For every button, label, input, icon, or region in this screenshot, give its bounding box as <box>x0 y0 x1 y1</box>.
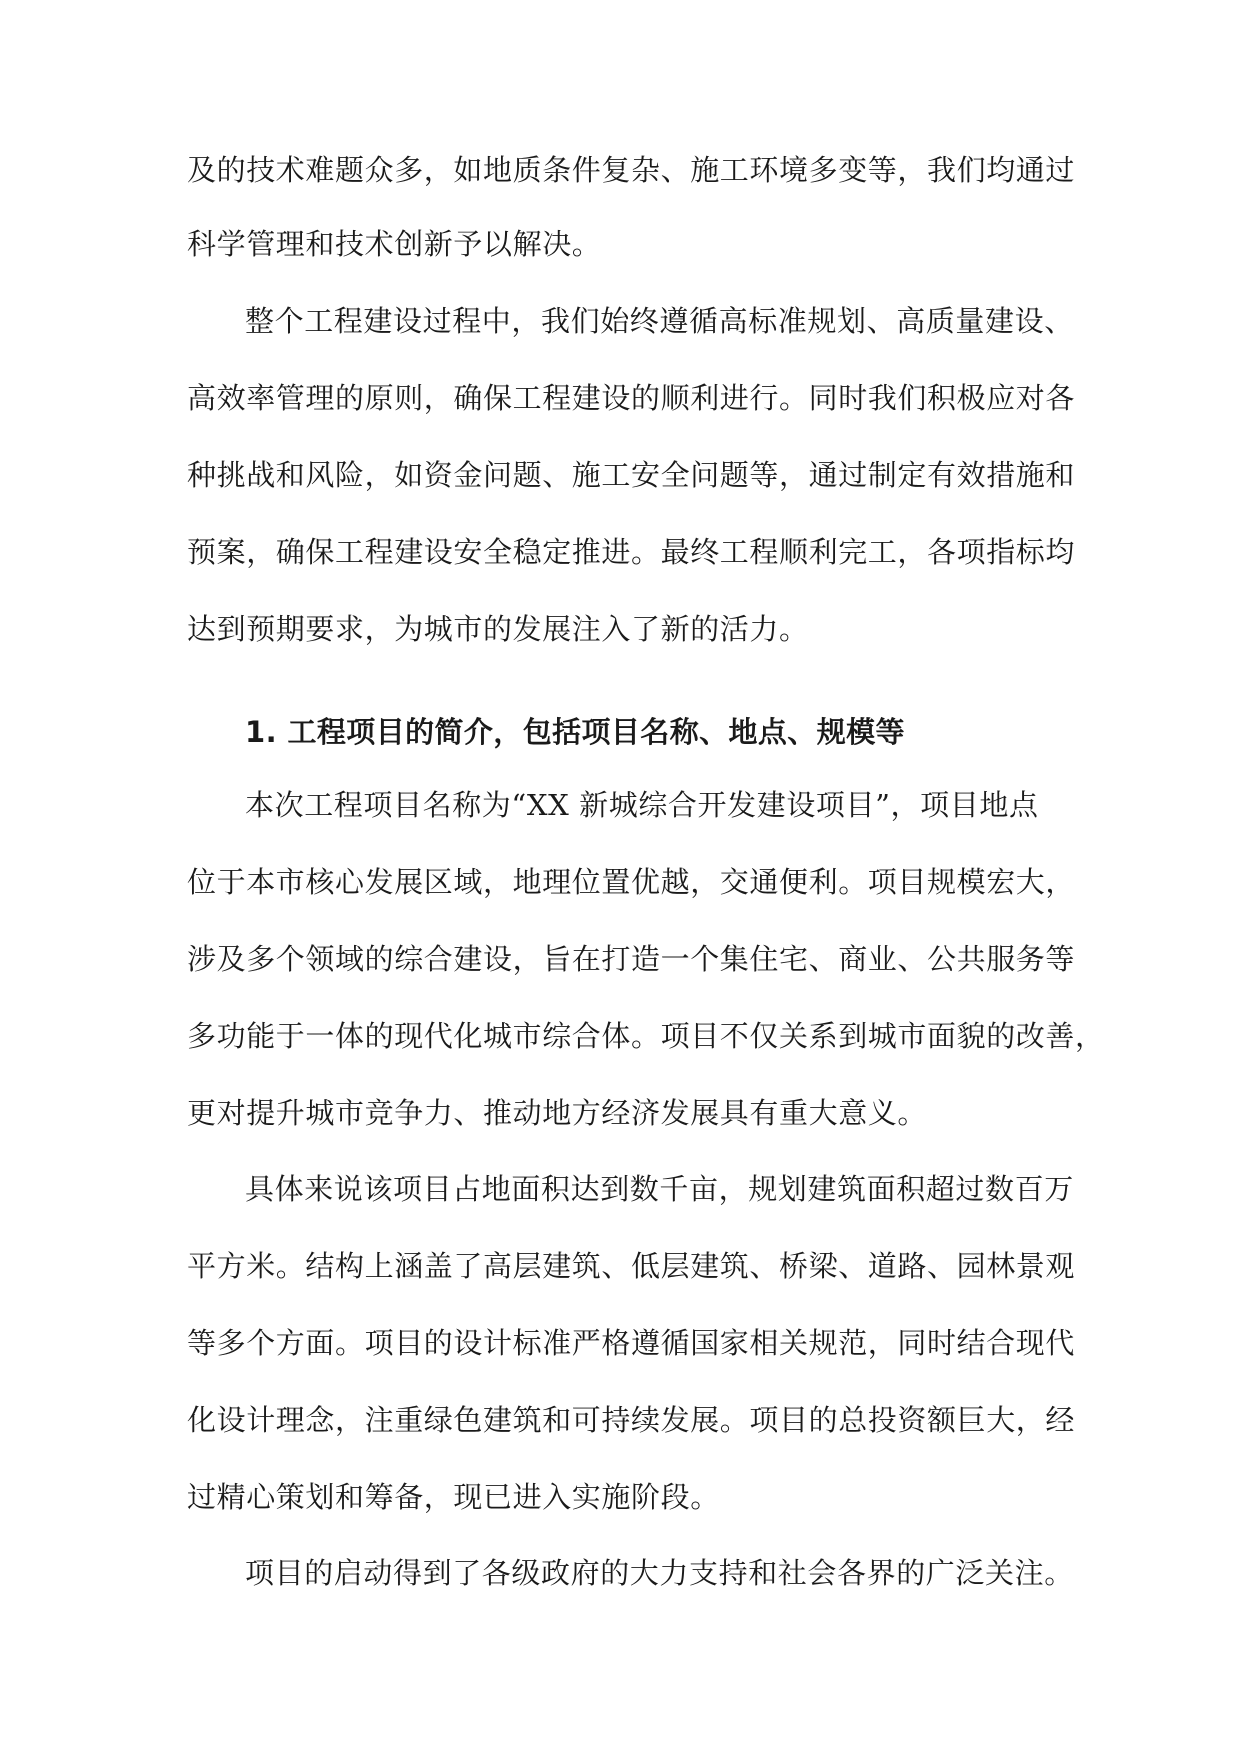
paragraph-first-line: 具体来说该项目占地面积达到数千亩，规划建筑面积超过数百万 <box>245 1172 1074 1206</box>
paragraph-line: 科学管理和技术创新予以解决。 <box>187 227 602 261</box>
paragraph-line: 过精心策划和筹备，现已进入实施阶段。 <box>187 1480 720 1514</box>
section-heading: 1. 工程项目的简介，包括项目名称、地点、规模等 <box>245 715 905 749</box>
paragraph-line: 预案，确保工程建设安全稳定推进。最终工程顺利完工，各项指标均 <box>187 535 1076 569</box>
paragraph-line: 涉及多个领域的综合建设，旨在打造一个集住宅、商业、公共服务等 <box>187 942 1076 976</box>
paragraph-line: 达到预期要求，为城市的发展注入了新的活力。 <box>187 612 809 646</box>
paragraph-line: 化设计理念，注重绿色建筑和可持续发展。项目的总投资额巨大，经 <box>187 1403 1076 1437</box>
paragraph-line: 等多个方面。项目的设计标准严格遵循国家相关规范，同时结合现代 <box>187 1326 1076 1360</box>
paragraph-line: 平方米。结构上涵盖了高层建筑、低层建筑、桥梁、道路、园林景观 <box>187 1249 1076 1283</box>
paragraph-line: 位于本市核心发展区域，地理位置优越，交通便利。项目规模宏大， <box>187 865 1076 899</box>
paragraph-line: 高效率管理的原则，确保工程建设的顺利进行。同时我们积极应对各 <box>187 381 1076 415</box>
paragraph-first-line: 整个工程建设过程中，我们始终遵循高标准规划、高质量建设、 <box>245 304 1074 338</box>
paragraph-line: 更对提升城市竞争力、推动地方经济发展具有重大意义。 <box>187 1096 928 1130</box>
paragraph-line: 种挑战和风险，如资金问题、施工安全问题等，通过制定有效措施和 <box>187 458 1076 492</box>
paragraph-first-line: 项目的启动得到了各级政府的大力支持和社会各界的广泛关注。 <box>245 1556 1074 1590</box>
paragraph-line: 多功能于一体的现代化城市综合体。项目不仅关系到城市面貌的改善， <box>187 1019 1105 1053</box>
paragraph-line: 及的技术难题众多，如地质条件复杂、施工环境多变等，我们均通过 <box>187 153 1076 187</box>
paragraph-first-line: 本次工程项目名称为“XX 新城综合开发建设项目”，项目地点 <box>245 788 1039 822</box>
